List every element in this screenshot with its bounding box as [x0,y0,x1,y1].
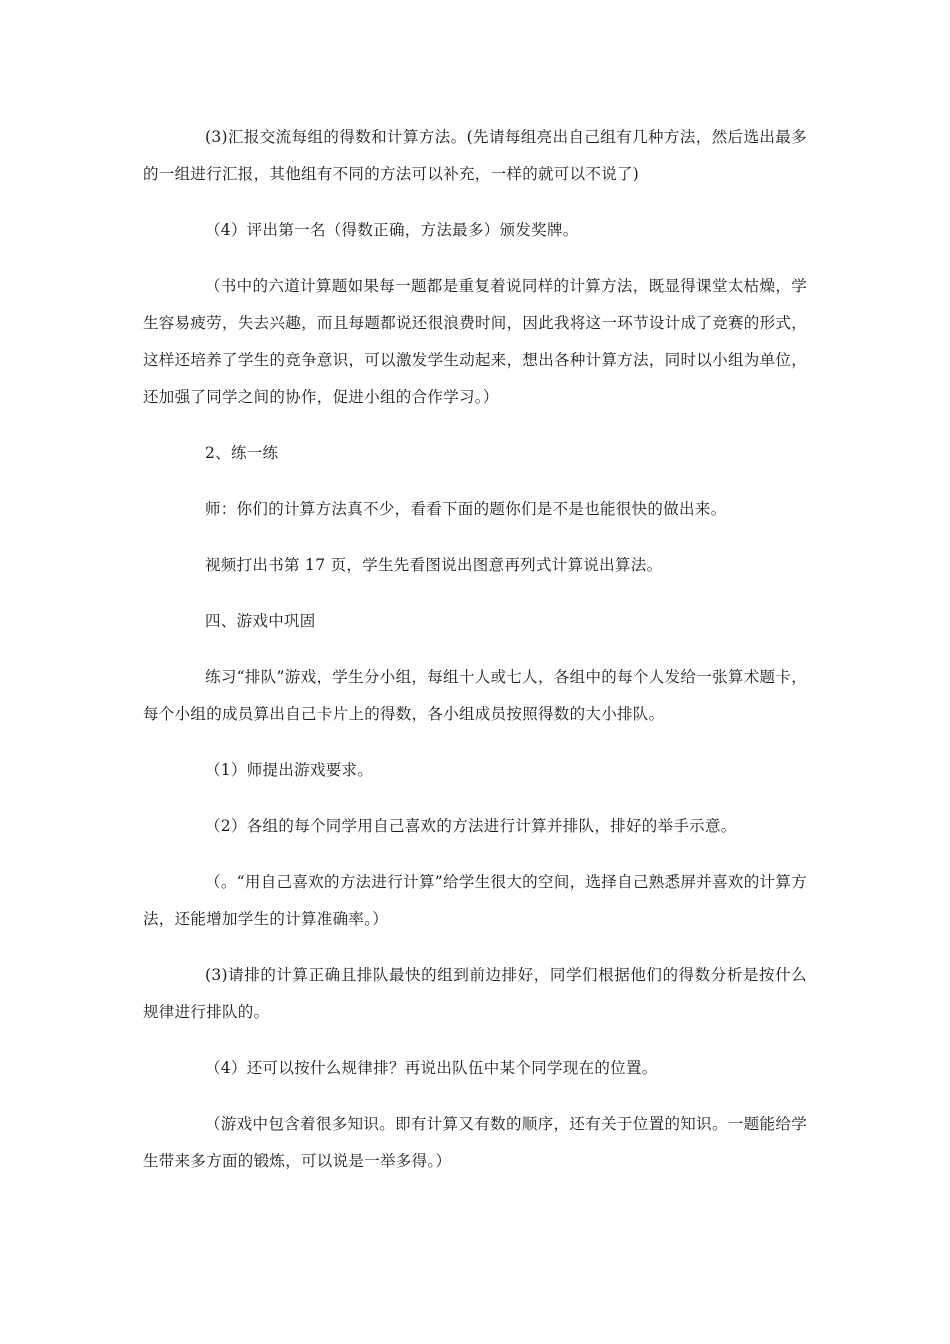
paragraph-method-note: （。“用自己喜欢的方法进行计算”给学生很大的空间，选择自己熟悉屏并喜欢的计算方法，还能增加学生的计算准确率。） [143,873,807,928]
paragraph-fastest-group: (3)请排的计算正确且排队最快的组到前边排好，同学们根据他们的得数分析是按什么规律进行排队的。 [143,966,807,1021]
paragraph-competition-note: （书中的六道计算题如果每一题都是重复着说同样的计算方法，既显得课堂太枯燥，学生容易疲劳，失去兴趣，而且每题都说还很浪费时间，因此我将这一环节设计成了竞赛的形式，这样还培养了学生的竞争意识，可以激发学生动起来，想出各种计算方法，同时以小组为单位，还加强了同学之间的协作，促进小组的合作学习。） [143,277,807,406]
paragraph-video-page: 视频打出书第 17 页，学生先看图说出图意再列式计算说出算法。 [205,556,663,574]
paragraph-game-requirements: （1）师提出游戏要求。 [205,761,374,779]
paragraph-queue-game: 练习“排队”游戏，学生分小组，每组十人或七人，各组中的每个人发给一张算术题卡，每个小组的成员算出自己卡片上的得数，各小组成员按照得数的大小排队。 [143,668,807,723]
paragraph-report-methods: (3)汇报交流每组的得数和计算方法。(先请每组亮出自己组有几种方法，然后选出最多的一组进行汇报，其他组有不同的方法可以补充，一样的就可以不说了) [143,128,807,183]
paragraph-other-rules: （4）还可以按什么规律排？再说出队伍中某个同学现在的位置。 [205,1059,658,1077]
section-heading-game: 四、游戏中巩固 [205,612,316,630]
paragraph-group-compute: （2）各组的每个同学用自己喜欢的方法进行计算并排队，排好的举手示意。 [205,817,737,835]
paragraph-game-summary: （游戏中包含着很多知识。即有计算又有数的顺序，还有关于位置的知识。一题能给学生带来多方面的锻炼，可以说是一举多得。） [143,1115,807,1170]
paragraph-award-first: （4）评出第一名（得数正确，方法最多）颁发奖牌。 [205,221,579,239]
section-heading-practice: 2、练一练 [205,444,279,462]
document-body [143,119,807,1180]
paragraph-teacher-prompt: 师：你们的计算方法真不少，看看下面的题你们是不是也能很快的做出来。 [205,500,727,518]
